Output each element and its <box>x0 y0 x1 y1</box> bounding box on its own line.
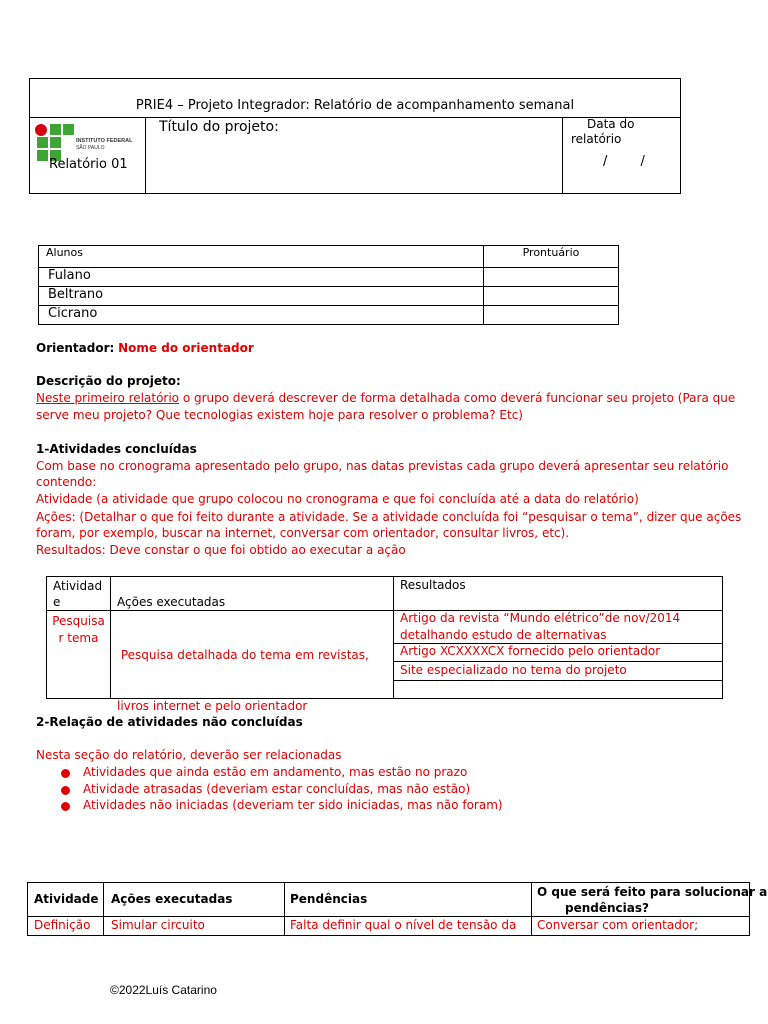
logo-square <box>37 150 48 161</box>
activities-table <box>46 576 723 713</box>
table-header-row <box>39 246 619 268</box>
section1-text: Resultados: Deve constar o que foi obtido ao executar a ação <box>36 543 406 557</box>
solution-cell: Conversar com orientador; <box>537 918 699 932</box>
section1-text: foram, por exemplo, buscar na internet, conversar com orientador, consultar livros, etc). <box>36 526 570 540</box>
result-cell <box>400 610 680 644</box>
table-row <box>39 287 619 306</box>
table-row <box>39 306 619 325</box>
student-name: Cicrano <box>39 306 484 325</box>
student-name: Beltrano <box>39 287 484 306</box>
student-id <box>484 287 619 306</box>
activity-cell-line2: r tema <box>58 631 99 645</box>
student-name: Fulano <box>39 268 484 287</box>
activity-cell: Definição <box>34 918 91 932</box>
result-cell-line1: Artigo da revista “Mundo elétrico”de nov/2014 <box>400 611 681 625</box>
logo-square <box>50 137 61 148</box>
table-row-divider <box>393 680 722 681</box>
advisor-line <box>36 341 254 355</box>
pending-table <box>27 882 768 936</box>
header-date-divider <box>562 117 563 193</box>
advisor-value: Nome do orientador <box>118 341 254 355</box>
students-table <box>38 245 619 325</box>
table-col-divider <box>110 577 111 698</box>
description-underlined: Neste primeiro relatório <box>36 391 180 405</box>
pending-header: Pendências <box>290 892 368 906</box>
activity-header: Atividade <box>34 892 99 906</box>
bullet-item: Atividades que ainda estão em andamento, mas estão no prazo <box>83 765 468 779</box>
logo-square <box>50 124 61 135</box>
report-header-box <box>29 78 681 194</box>
logo-red-circle <box>35 124 47 136</box>
bullet-icon <box>61 769 70 778</box>
logo-square <box>63 124 74 135</box>
section2-heading: 2-Relação de atividades não concluídas <box>36 715 303 729</box>
activity-header-line2: e <box>53 595 61 609</box>
report-title: PRIE4 – Projeto Integrador: Relatório de acompanhamento semanal <box>135 98 575 113</box>
header-divider <box>30 117 680 118</box>
table-col-divider <box>284 883 285 935</box>
section1-text: Ações: (Detalhar o que foi feito durante a atividade. Se a atividade concluída foi “pesquisar o tema”, dizer que ações <box>36 510 742 524</box>
activity-header-line1: Atividad <box>53 579 103 593</box>
student-id <box>484 306 619 325</box>
section2-intro: Nesta seção do relatório, deverão ser relacionadas <box>36 748 342 762</box>
table-row-divider <box>28 916 749 917</box>
date-value: / / <box>603 154 645 169</box>
bullet-icon <box>61 802 70 811</box>
pending-cell: Falta definir qual o nível de tensão da <box>290 918 517 932</box>
description-text-line1 <box>36 391 735 405</box>
description-heading: Descrição do projeto: <box>36 374 181 388</box>
prontuario-header: Prontuário <box>484 246 619 268</box>
results-header: Resultados <box>400 578 466 592</box>
bullet-icon <box>61 786 70 795</box>
activity-cell-line1: Pesquisa <box>52 614 105 628</box>
activity-header <box>53 578 102 610</box>
bullet-item: Atividade atrasadas (deveriam estar concluídas, mas não estão) <box>83 782 471 796</box>
actions-cell-line1: Pesquisa detalhada do tema em revistas, <box>117 648 369 662</box>
description-text-line2: serve meu projeto? Que tecnologias existem hoje para resolver o problema? Etc) <box>36 408 523 422</box>
solution-header-line1: O que será feito para solucionar a <box>537 885 768 899</box>
table-row <box>39 268 619 287</box>
actions-header: Ações executadas <box>111 892 233 906</box>
bullet-item: Atividades não iniciadas (deveriam ter sido iniciadas, mas não foram) <box>83 798 503 812</box>
students-header: Alunos <box>39 246 484 268</box>
logo-text-line1: INSTITUTO FEDERAL <box>76 138 133 144</box>
project-title-label: Título do projeto: <box>159 119 279 135</box>
date-label-line1: Data do <box>587 117 635 131</box>
result-cell: Artigo XCXXXXCX fornecido pelo orientador <box>400 644 661 658</box>
logo-square <box>37 137 48 148</box>
actions-cell-line2: livros internet e pelo orientador <box>117 699 308 713</box>
actions-cell: Simular circuito <box>111 918 205 932</box>
activity-cell <box>47 613 110 647</box>
logo-text-line2: SÃO PAULO <box>76 145 105 151</box>
date-label-line2: relatório <box>571 132 622 146</box>
actions-header: Ações executadas <box>117 595 226 609</box>
solution-header-line2: pendências? <box>565 901 649 915</box>
table-row-divider <box>393 661 722 662</box>
solution-header <box>537 884 767 916</box>
section1-text: contendo: <box>36 475 97 489</box>
result-cell-line2: detalhando estudo de alternativas <box>400 628 607 642</box>
table-col-divider <box>531 883 532 935</box>
header-logo-divider <box>145 117 146 193</box>
report-number: Relatório 01 <box>49 157 128 172</box>
description-rest: o grupo deverá descrever de forma detalhada como deverá funcionar seu projeto (Para que <box>179 391 736 405</box>
section1-text: Com base no cronograma apresentado pelo grupo, nas datas previstas cada grupo deverá apresentar seu relatório <box>36 459 729 473</box>
section1-text: Atividade (a atividade que grupo colocou no cronograma e que foi concluída até a data do relatório) <box>36 492 639 506</box>
table-col-divider <box>103 883 104 935</box>
section1-heading: 1-Atividades concluídas <box>36 442 197 456</box>
advisor-label: Orientador: <box>36 341 115 355</box>
student-id <box>484 268 619 287</box>
copyright-footer: ©2022Luís Catarino <box>110 983 217 997</box>
result-cell: Site especializado no tema do projeto <box>400 663 627 677</box>
